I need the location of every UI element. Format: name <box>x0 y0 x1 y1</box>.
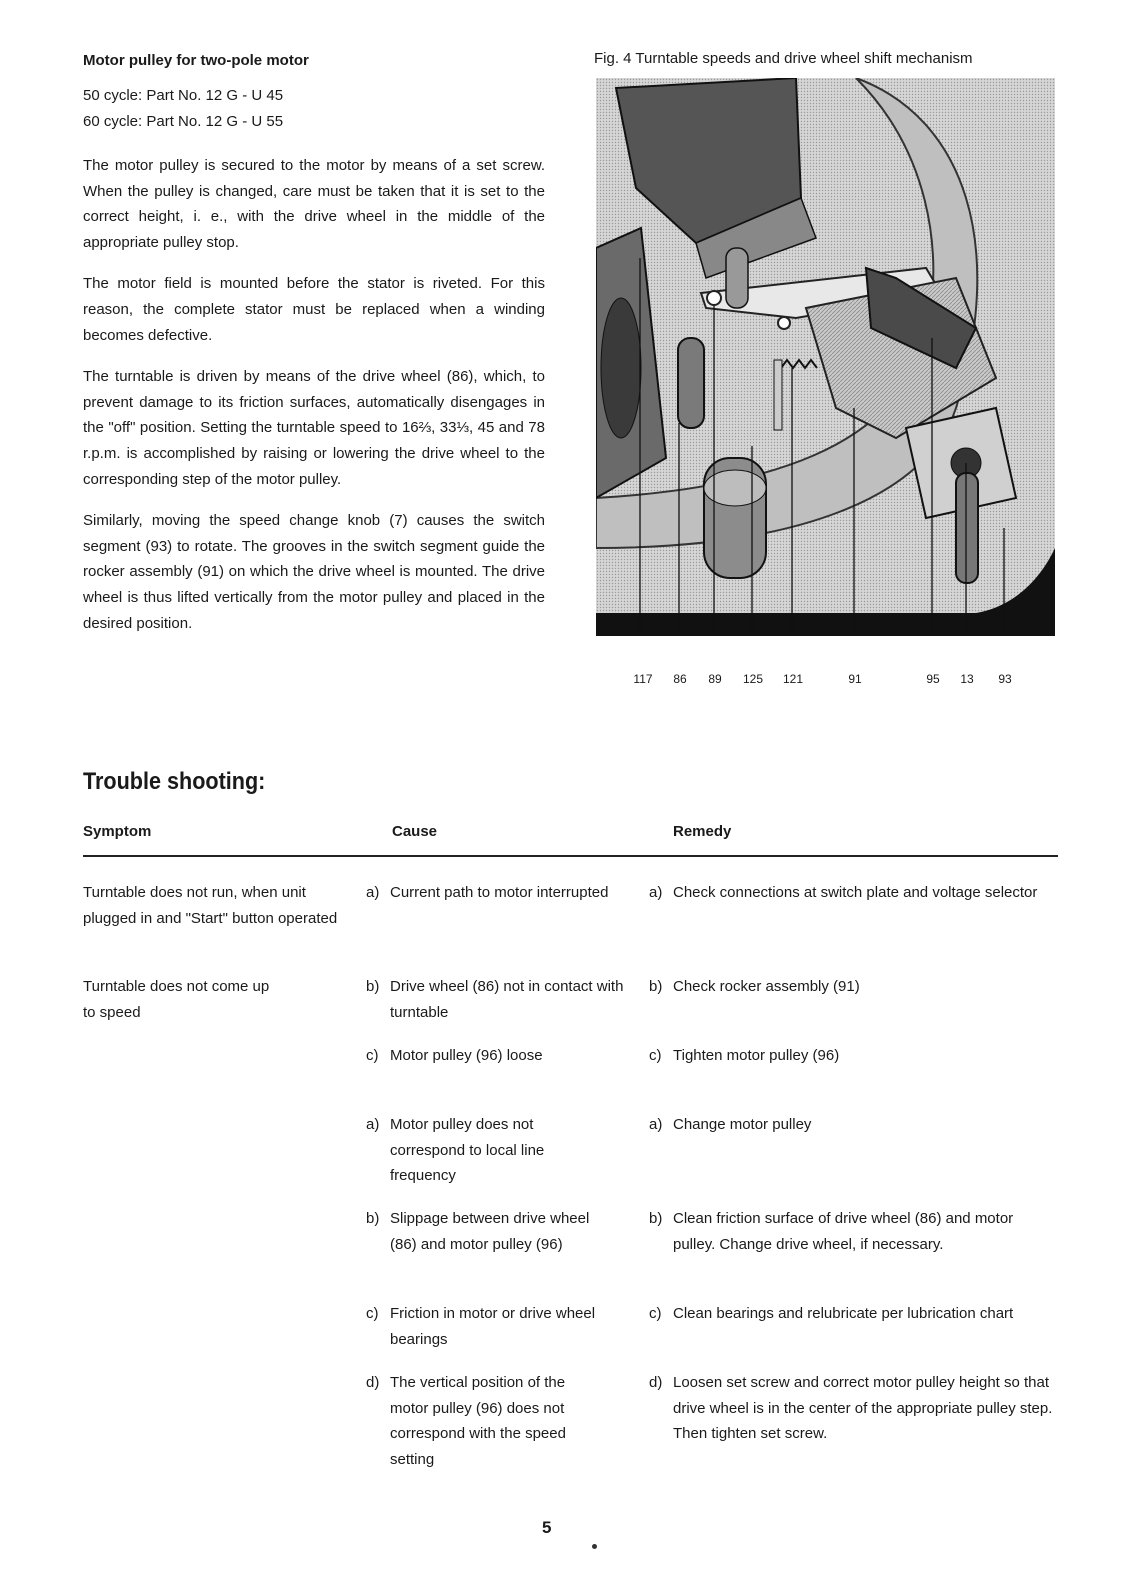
remedy-label: d) <box>649 1374 663 1391</box>
remedy-label: a) <box>649 884 663 901</box>
symptom-not-up-to-speed: Turntable does not come up to speed <box>83 978 270 1021</box>
callout-93: 93 <box>998 672 1012 686</box>
cause-text: The vertical position of the motor pulley (96) does not correspond with the speed setting <box>390 1374 566 1468</box>
cause-row-2 <box>366 974 628 1025</box>
cause-label: b) <box>366 1210 380 1227</box>
cause-text: Drive wheel (86) not in contact with turntable <box>390 978 624 1021</box>
part-60-cycle: 60 cycle: Part No. 12 G - U 55 <box>83 113 284 130</box>
remedy-label: a) <box>649 1116 663 1133</box>
cause-label: b) <box>366 978 380 995</box>
cause-row-6 <box>366 1301 628 1352</box>
callout-89: 89 <box>708 672 722 686</box>
remedy-row-5 <box>649 1206 1049 1257</box>
remedy-row-6 <box>649 1301 1074 1327</box>
cause-text: Friction in motor or drive wheel bearings <box>390 1305 596 1348</box>
paragraph-pulley-secured: The motor pulley is secured to the motor by means of a set screw. When the pulley is changed, care must be taken that it is set to the correct height, i. e., with the drive wheel in the middle of the appropriate pulley stop. <box>83 157 545 251</box>
callout-125: 125 <box>742 672 764 686</box>
callout-95: 95 <box>926 672 940 686</box>
remedy-label: b) <box>649 1210 663 1227</box>
cause-label: c) <box>366 1047 379 1064</box>
remedy-row-2 <box>649 974 1063 1000</box>
remedy-row-7 <box>649 1370 1064 1447</box>
callout-121: 121 <box>782 672 804 686</box>
remedy-row-3 <box>649 1043 1063 1069</box>
callout-13: 13 <box>960 672 974 686</box>
cause-label: a) <box>366 1116 380 1133</box>
remedy-label: c) <box>649 1047 662 1064</box>
figure-callouts <box>596 672 1055 692</box>
remedy-label: b) <box>649 978 663 995</box>
remedy-row-1 <box>649 880 1063 906</box>
callout-117: 117 <box>633 672 653 686</box>
part-50-cycle: 50 cycle: Part No. 12 G - U 45 <box>83 87 284 104</box>
header-symptom: Symptom <box>83 823 152 840</box>
header-remedy: Remedy <box>673 823 732 840</box>
cause-row-1 <box>366 880 628 906</box>
cause-text: Motor pulley does not correspond to local line frequency <box>390 1116 545 1185</box>
symptom-not-run: Turntable does not run, when unit plugged in and "Start" button operated <box>83 884 338 927</box>
figure-caption: Fig. 4 Turntable speeds and drive wheel shift mechanism <box>594 50 973 67</box>
left-column <box>83 52 545 636</box>
remedy-label: c) <box>649 1305 662 1322</box>
cause-label: d) <box>366 1374 380 1391</box>
trouble-shooting-title: Trouble shooting: <box>83 768 266 795</box>
remedy-text: Check rocker assembly (91) <box>673 978 860 995</box>
paragraph-motor-field: The motor field is mounted before the stator is riveted. For this reason, the complete stator must be replaced when a winding becomes defective. <box>83 275 545 344</box>
turntable-mechanism-illustration <box>596 78 1055 636</box>
cause-row-5 <box>366 1206 616 1257</box>
callout-91: 91 <box>848 672 862 686</box>
header-rule <box>83 855 1058 857</box>
cause-row-3 <box>366 1043 628 1069</box>
cause-row-7 <box>366 1370 606 1472</box>
header-cause: Cause <box>392 823 438 840</box>
footer-dot <box>592 1544 597 1549</box>
motor-pulley-heading: Motor pulley for two-pole motor <box>83 52 309 69</box>
cause-text: Motor pulley (96) loose <box>390 1047 543 1064</box>
paragraph-speed-knob: Similarly, moving the speed change knob (7) causes the switch segment (93) to rotate. The grooves in the switch segment guide the rocker assembly (91) on which the drive wheel is mounted. The drive wheel is thus lifted vertically from the motor pulley and placed in the desired position. <box>83 512 545 632</box>
cause-label: c) <box>366 1305 379 1322</box>
remedy-text: Change motor pulley <box>673 1116 812 1133</box>
remedy-text: Clean friction surface of drive wheel (86) and motor pulley. Change drive wheel, if necessary. <box>673 1210 1014 1253</box>
cause-text: Current path to motor interrupted <box>390 884 609 901</box>
paragraph-drive-wheel: The turntable is driven by means of the drive wheel (86), which, to prevent damage to its friction surfaces, automatically disengages in the "off" position. Setting the turntable speed to 16⅔, 33⅓, 45 and 78 r.p.m. is accomplished by raising or lowering the drive wheel to the corresponding step of the motor pulley. <box>83 368 545 488</box>
callout-86: 86 <box>673 672 687 686</box>
cause-label: a) <box>366 884 380 901</box>
remedy-row-4 <box>649 1112 1063 1138</box>
cause-row-4 <box>366 1112 606 1189</box>
remedy-text: Clean bearings and relubricate per lubrication chart <box>673 1305 1014 1322</box>
cause-text: Slippage between drive wheel (86) and motor pulley (96) <box>390 1210 590 1253</box>
remedy-text: Tighten motor pulley (96) <box>673 1047 840 1064</box>
remedy-text: Loosen set screw and correct motor pulley height so that drive wheel is in the center of the appropriate pulley step. Then tighten set screw. <box>673 1374 1053 1443</box>
remedy-text: Check connections at switch plate and voltage selector <box>673 884 1038 901</box>
page-number: 5 <box>542 1518 552 1537</box>
